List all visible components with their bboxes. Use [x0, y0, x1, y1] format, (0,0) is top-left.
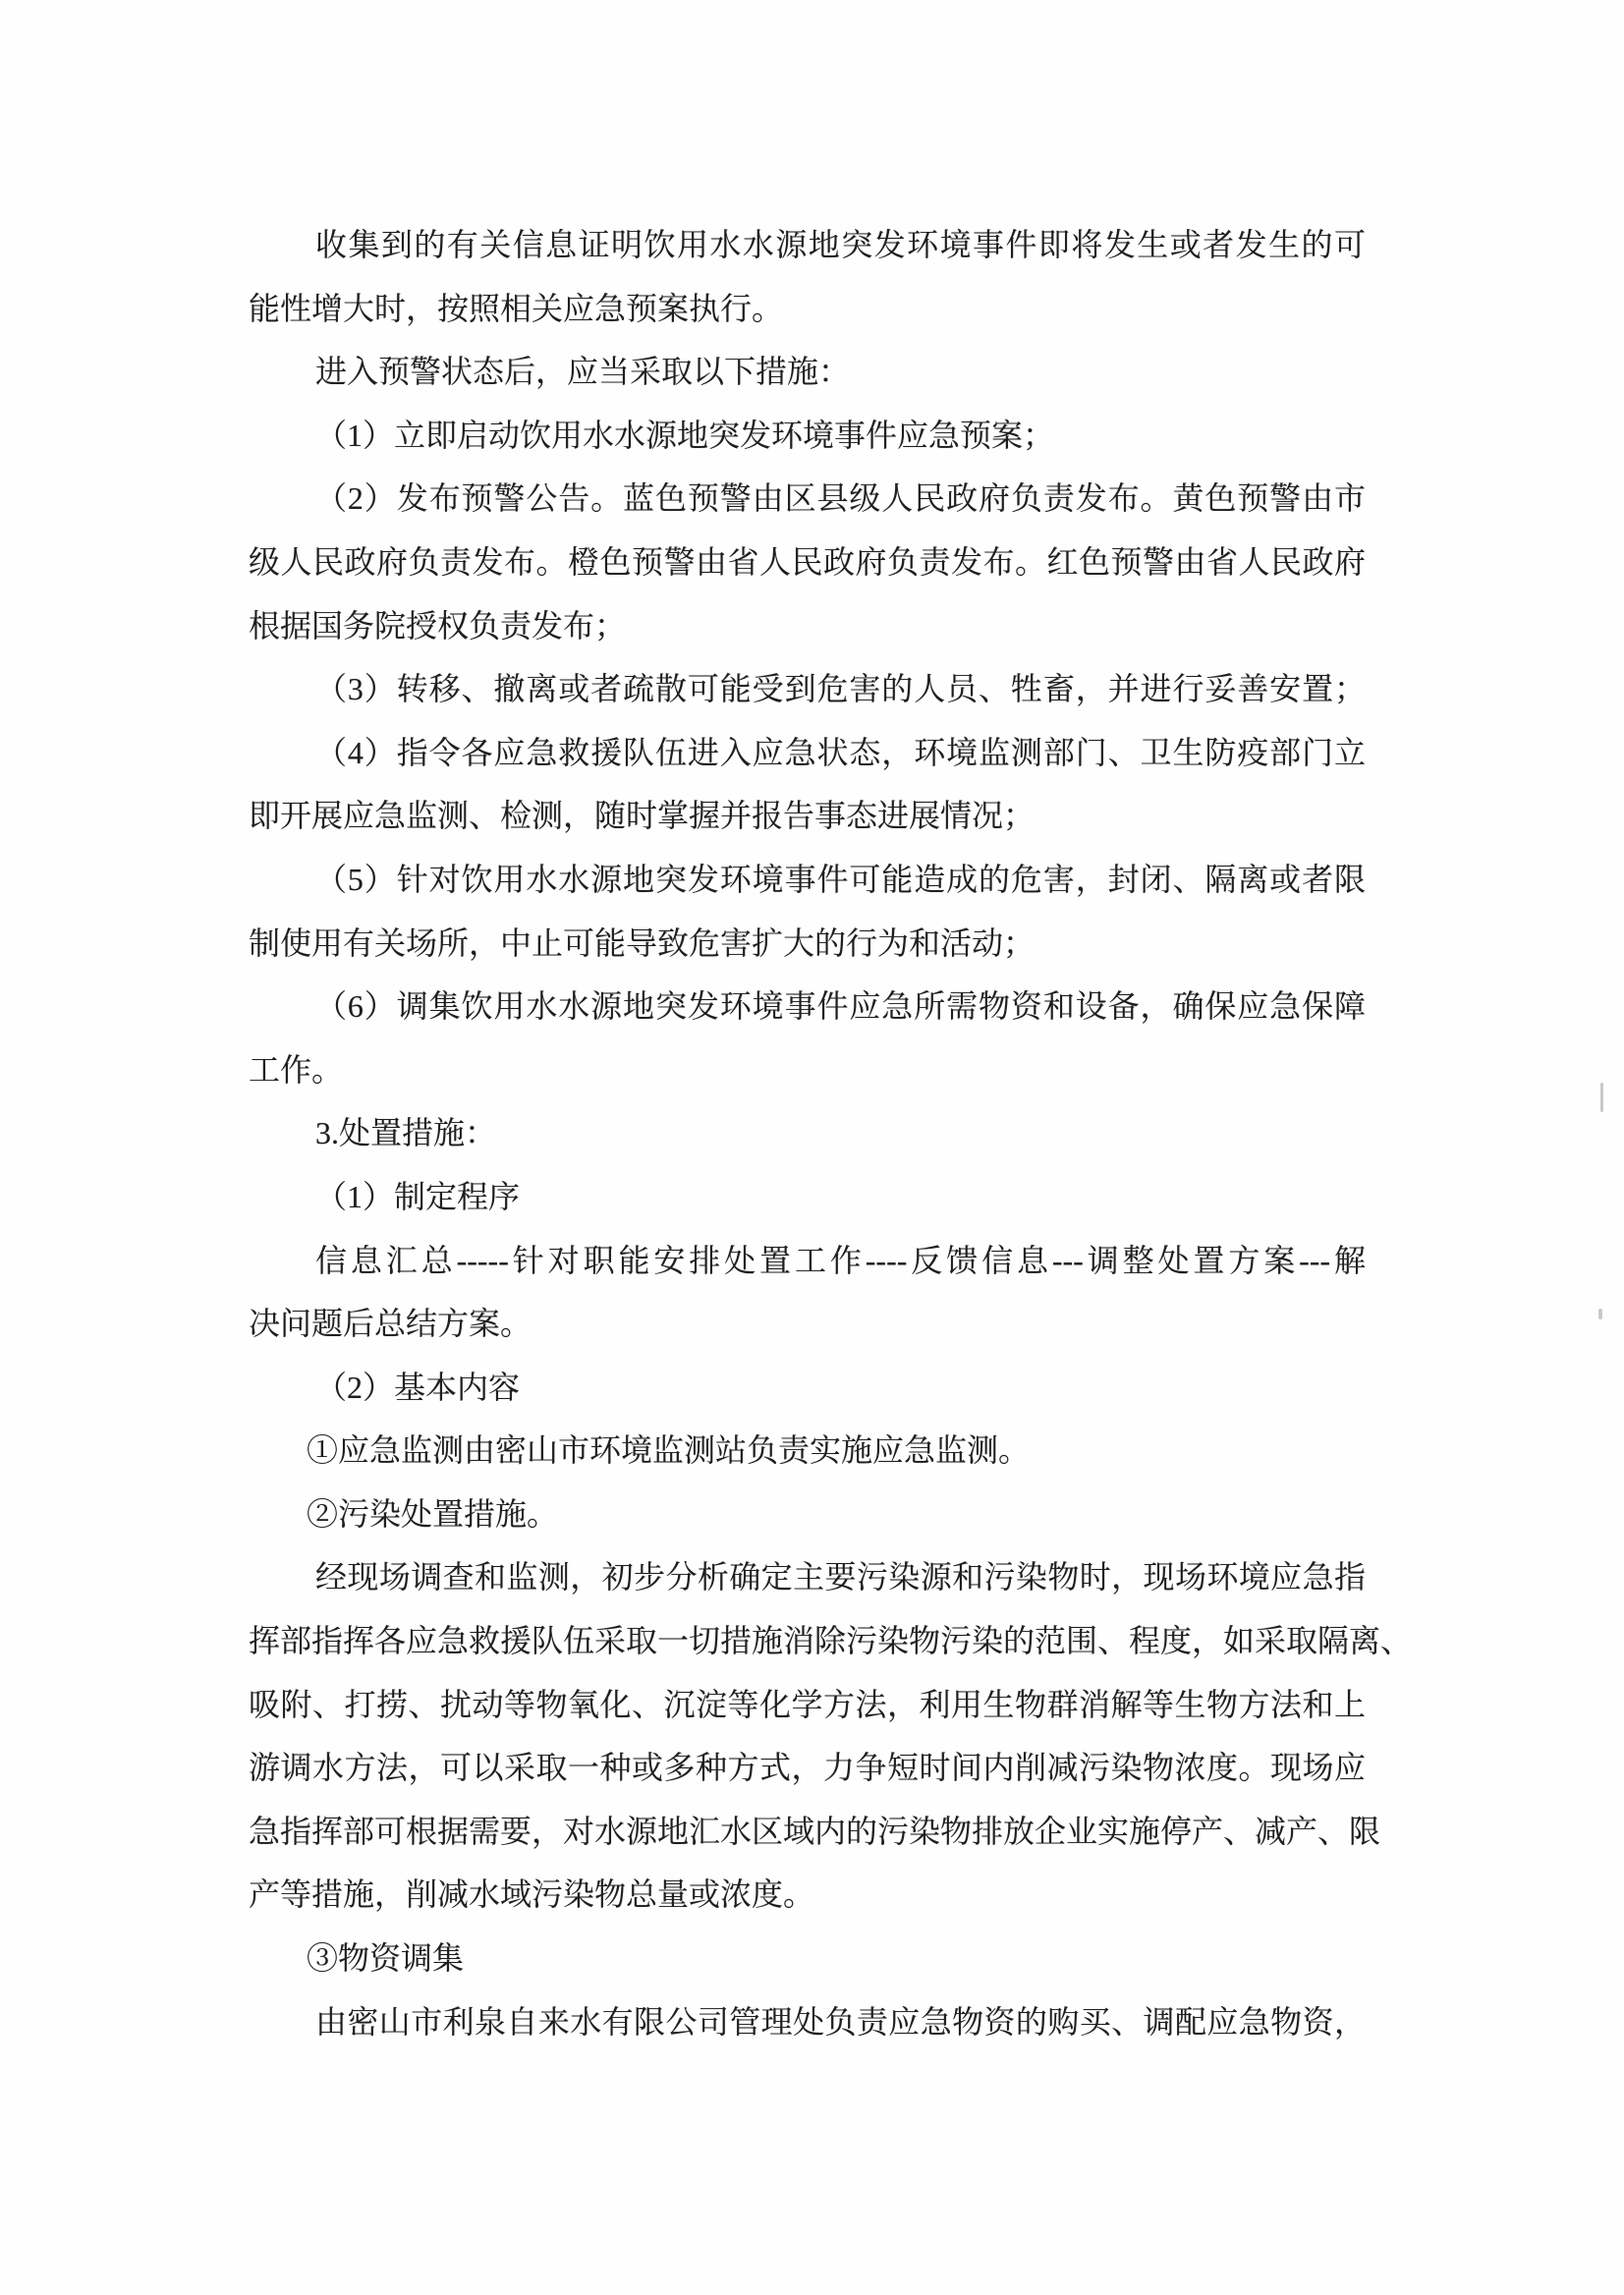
- text-line: （2）基本内容: [315, 1369, 521, 1405]
- text-line: 能性增大时，按照相关应急预案执行。: [249, 290, 784, 326]
- text-line: 决问题后总结方案。: [249, 1306, 532, 1342]
- text-line: 信息汇总-----针对职能安排处置工作----反馈信息---调整处置方案---解: [315, 1242, 1366, 1278]
- text-line: 即开展应急监测、检测，随时掌握并报告事态进展情况；: [249, 798, 1036, 834]
- scan-artifact-mark: [1600, 1083, 1603, 1112]
- text-line: 急指挥部可根据需要，对水源地汇水区域内的污染物排放企业实施停产、减产、限: [249, 1813, 1381, 1849]
- text-line: 进入预警状态后，应当采取以下措施：: [315, 354, 851, 390]
- text-line: 游调水方法，可以采取一种或多种方式，力争短时间内削减污染物浓度。现场应: [249, 1750, 1366, 1786]
- text-line: 制使用有关场所，中止可能导致危害扩大的行为和活动；: [249, 924, 1036, 961]
- text-line: 经现场调查和监测，初步分析确定主要污染源和污染物时，现场环境应急指: [315, 1559, 1366, 1595]
- text-line: （5）针对饮用水水源地突发环境事件可能造成的危害，封闭、隔离或者限: [315, 861, 1366, 897]
- text-line: ②污染处置措施。: [307, 1495, 559, 1532]
- text-line: 产等措施，削减水域污染物总量或浓度。: [249, 1876, 815, 1913]
- text-line: 工作。: [249, 1051, 344, 1088]
- text-line: （1）制定程序: [315, 1178, 521, 1214]
- text-line: 由密山市利泉自来水有限公司管理处负责应急物资的购买、调配应急物资，: [315, 2003, 1366, 2040]
- text-line: 根据国务院授权负责发布；: [249, 607, 627, 644]
- text-line: 收集到的有关信息证明饮用水水源地突发环境事件即将发生或者发生的可: [315, 227, 1366, 262]
- scan-artifact-mark: [1598, 1309, 1602, 1319]
- text-line: （3）转移、撤离或者疏散可能受到危害的人员、牲畜，并进行妥善安置；: [315, 671, 1366, 707]
- text-line: 级人民政府负责发布。橙色预警由省人民政府负责发布。红色预警由省人民政府: [249, 543, 1366, 580]
- text-line: ③物资调集: [307, 1940, 465, 1977]
- text-line: 挥部指挥各应急救援队伍采取一切措施消除污染物污染的范围、程度，如采取隔离、: [249, 1623, 1413, 1659]
- text-line: 3.处置措施：: [315, 1115, 497, 1151]
- text-line: （1）立即启动饮用水水源地突发环境事件应急预案；: [315, 417, 1055, 453]
- document-text-block: [249, 213, 1413, 2053]
- text-line: 吸附、打捞、扰动等物氧化、沉淀等化学方法，利用生物群消解等生物方法和上: [249, 1686, 1366, 1722]
- text-line: （6）调集饮用水水源地突发环境事件应急所需物资和设备，确保应急保障: [315, 988, 1366, 1025]
- text-line: （4）指令各应急救援队伍进入应急状态，环境监测部门、卫生防疫部门立: [315, 734, 1366, 770]
- text-line: （2）发布预警公告。蓝色预警由区县级人民政府负责发布。黄色预警由市: [315, 480, 1366, 517]
- text-line: ①应急监测由密山市环境监测站负责实施应急监测。: [307, 1432, 1031, 1469]
